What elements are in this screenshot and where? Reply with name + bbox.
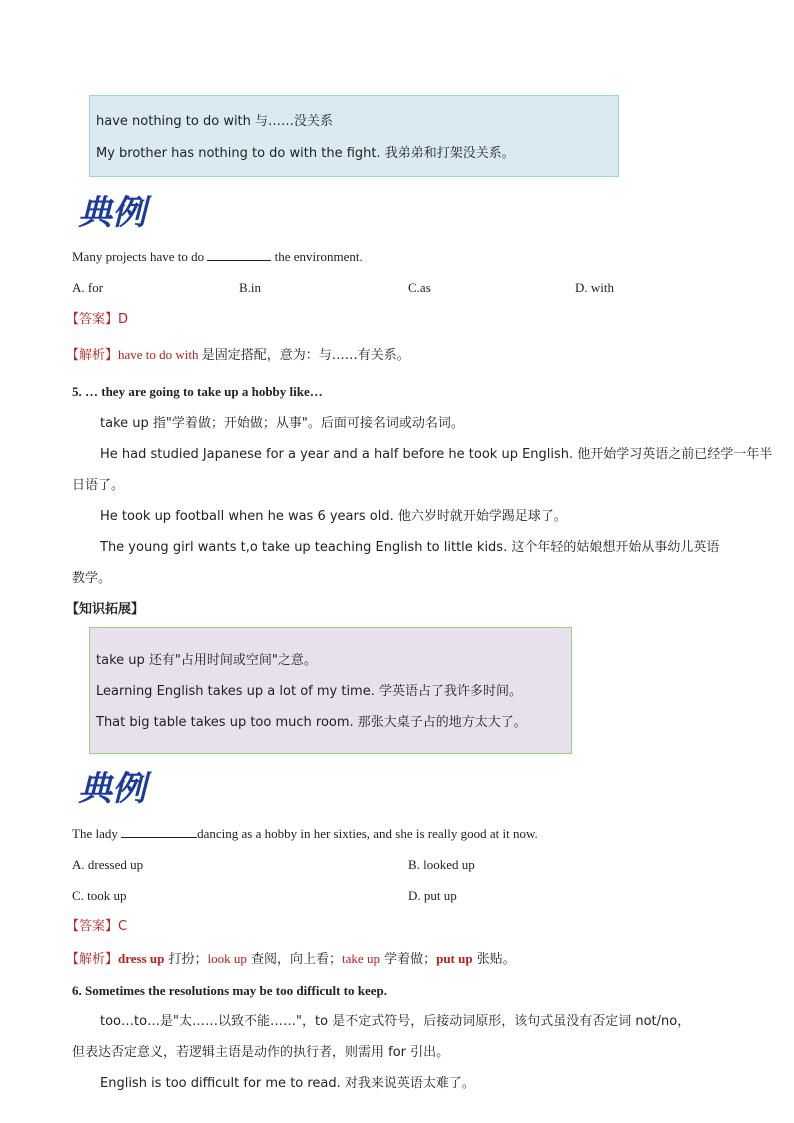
q2-analysis-meaning-2: 查阅，向上看； bbox=[246, 952, 343, 967]
section-5-p4a: The young girl wants t,o take up teaching English to little kids. 这个年轻的姑娘想开始从事幼儿英语 bbox=[100, 540, 720, 555]
note-box-1-line-1: have nothing to do with 与……没关系 bbox=[96, 114, 334, 129]
note-box-1 bbox=[89, 95, 619, 177]
q1-analysis-tag: 【解析】 bbox=[66, 348, 119, 363]
q2-option-a: A. dressed up bbox=[72, 857, 144, 872]
q2-stem bbox=[72, 825, 538, 843]
section-5-p4b: 教学。 bbox=[72, 571, 112, 586]
section-6-p2: English is too difficult for me to read. 对我来说英语太难了。 bbox=[100, 1076, 475, 1091]
example-logo-icon bbox=[76, 188, 156, 234]
example-logo-text: 典例 bbox=[78, 769, 146, 809]
q2-analysis-meaning-3: 学着做； bbox=[379, 952, 437, 967]
q1-answer-tag: 【答案】 bbox=[66, 312, 119, 327]
q2-analysis-meaning-1: 打扮； bbox=[164, 952, 208, 967]
q1-analysis-phrase: have to do with bbox=[118, 347, 202, 362]
q2-answer bbox=[66, 918, 127, 936]
q1-option-c: C.as bbox=[408, 280, 431, 295]
section-6-p1a: too…to…是"太……以致不能……"，to 是不定式符号，后接动词原形，该句式虽没有否定词 not/no， bbox=[100, 1014, 691, 1029]
example-logo-text: 典例 bbox=[78, 193, 146, 233]
section-6-heading: 6. Sometimes the resolutions may be too difficult to keep. bbox=[72, 983, 387, 998]
q1-option-d: D. with bbox=[575, 280, 614, 295]
q2-analysis-phrase-2: look up bbox=[207, 951, 247, 966]
q2-stem-before: The lady bbox=[72, 826, 122, 841]
section-5-p2b: 日语了。 bbox=[72, 478, 125, 493]
note-box-2-line-2: Learning English takes up a lot of my time. 学英语占了我许多时间。 bbox=[96, 684, 522, 699]
q2-analysis-phrase-3: take up bbox=[342, 951, 380, 966]
note-box-2-line-1: take up 还有"占用时间或空间"之意。 bbox=[96, 653, 317, 668]
q2-answer-value: C bbox=[118, 919, 128, 934]
note-box-2 bbox=[89, 627, 572, 754]
q1-analysis-text: 是固定搭配，意为：与……有关系。 bbox=[201, 348, 410, 363]
section-5-heading: 5. … they are going to take up a hobby like… bbox=[72, 384, 323, 399]
q2-analysis bbox=[66, 950, 516, 969]
q2-analysis-phrase-1: dress up bbox=[118, 951, 165, 966]
q1-stem bbox=[72, 248, 363, 266]
knowledge-extension-tag: 【知识拓展】 bbox=[66, 602, 145, 617]
note-box-1-line-2: My brother has nothing to do with the fight. 我弟弟和打架没关系。 bbox=[96, 146, 515, 161]
section-5-p3: He took up football when he was 6 years old. 他六岁时就开始学踢足球了。 bbox=[100, 509, 567, 524]
section-6-p1b: 但表达否定意义，若逻辑主语是动作的执行者，则需用 for 引出。 bbox=[72, 1045, 450, 1060]
q2-analysis-tag: 【解析】 bbox=[66, 952, 119, 967]
q1-option-b: B.in bbox=[239, 280, 262, 295]
example-logo-icon bbox=[76, 764, 156, 810]
q2-analysis-meaning-4: 张贴。 bbox=[472, 952, 516, 967]
q2-blank bbox=[121, 825, 197, 838]
section-5-p2a: He had studied Japanese for a year and a half before he took up English. 他开始学习英语之前已经学一年半 bbox=[100, 447, 773, 462]
q1-option-a: A. for bbox=[72, 280, 104, 295]
q1-stem-before: Many projects have to do bbox=[72, 249, 208, 264]
q2-option-d: D. put up bbox=[408, 888, 457, 903]
q1-stem-after: the environment. bbox=[271, 249, 363, 264]
example-logo-1 bbox=[76, 188, 156, 234]
q2-stem-after: dancing as a hobby in her sixties, and she is really good at it now. bbox=[197, 826, 538, 841]
q2-answer-tag: 【答案】 bbox=[66, 919, 119, 934]
q2-option-b: B. looked up bbox=[408, 857, 475, 872]
q1-answer bbox=[66, 311, 128, 329]
section-5-p1: take up 指"学着做；开始做；从事"。后面可接名词或动名词。 bbox=[100, 416, 464, 431]
example-logo-2 bbox=[76, 764, 156, 810]
q2-option-c: C. took up bbox=[72, 888, 127, 903]
q2-analysis-phrase-4: put up bbox=[436, 951, 473, 966]
q1-blank bbox=[207, 248, 271, 261]
q1-answer-value: D bbox=[118, 312, 129, 327]
note-box-2-line-3: That big table takes up too much room. 那张大桌子占的地方太大了。 bbox=[96, 715, 527, 730]
q1-analysis bbox=[66, 346, 410, 365]
